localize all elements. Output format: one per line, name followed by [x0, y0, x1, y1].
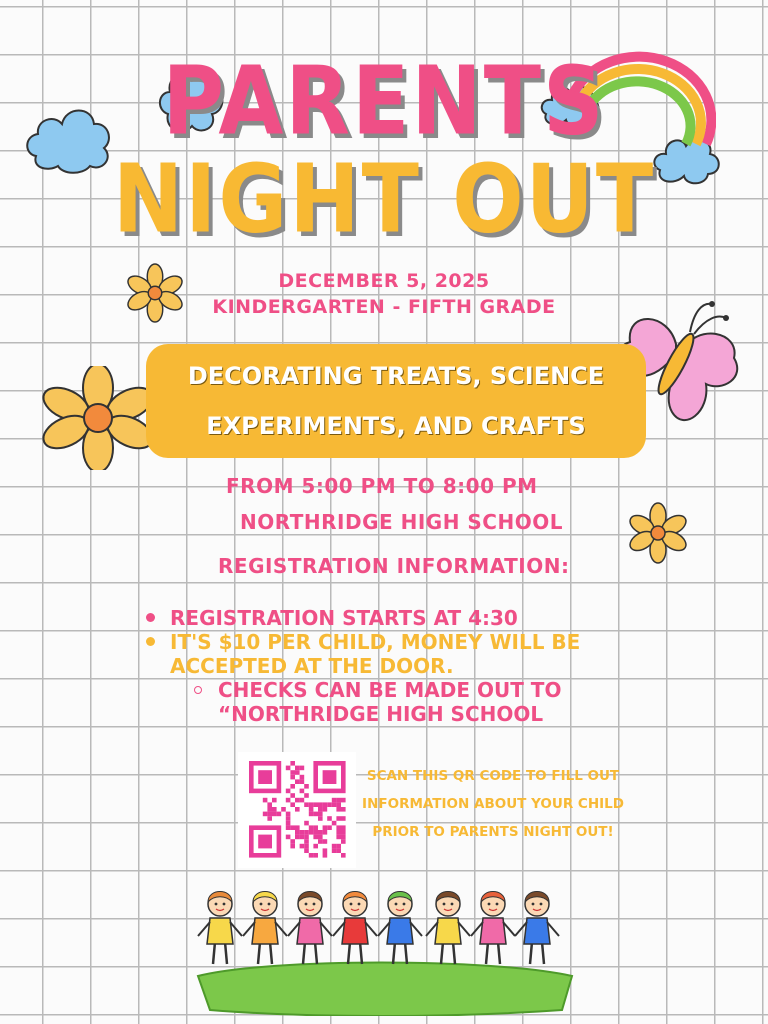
flower-icon	[40, 366, 156, 470]
child-figure	[288, 892, 332, 965]
child-figure	[426, 892, 470, 965]
child-figure	[333, 892, 377, 965]
child-figure	[198, 892, 242, 965]
registration-heading: REGISTRATION INFORMATION:	[218, 554, 570, 578]
qr-instructions-line-2: INFORMATION ABOUT YOUR CHILD	[362, 796, 624, 812]
event-date: DECEMBER 5, 2025	[278, 270, 490, 292]
qr-instructions	[358, 762, 628, 846]
qr-code[interactable]	[238, 752, 356, 868]
list-item	[146, 606, 616, 630]
registration-list	[146, 606, 616, 726]
bullet-dot	[146, 613, 155, 622]
activities-line-1: DECORATING TREATS, SCIENCE	[187, 362, 605, 390]
child-figure	[378, 892, 422, 965]
sub-list-line-2: “NORTHRIDGE HIGH SCHOOL	[218, 702, 544, 726]
event-location: NORTHRIDGE HIGH SCHOOL	[240, 510, 563, 534]
title-line-2: NIGHT OUT	[112, 144, 656, 254]
list-item-text: REGISTRATION STARTS AT 4:30	[170, 606, 518, 630]
activities-line-2: EXPERIMENTS, AND CRAFTS	[206, 412, 586, 440]
qr-code-graphic	[238, 752, 356, 868]
sub-list-line-1: CHECKS CAN BE MADE OUT TO	[218, 678, 562, 702]
activities-banner	[146, 344, 646, 458]
list-item	[146, 630, 616, 678]
title-line-1: PARENTS	[162, 46, 606, 156]
child-figure	[471, 892, 515, 965]
qr-instructions-line-3: PRIOR TO PARENTS NIGHT OUT!	[372, 824, 614, 840]
list-item-text: IT'S $10 PER CHILD, MONEY WILL BE ACCEPTED AT THE DOOR.	[170, 630, 581, 678]
bullet-ring	[194, 686, 202, 694]
children-holding-hands	[190, 880, 580, 1016]
grade-range: KINDERGARTEN - FIFTH GRADE	[212, 296, 556, 318]
child-figure	[243, 892, 287, 965]
event-time: FROM 5:00 PM TO 8:00 PM	[226, 474, 538, 498]
sub-list-item	[146, 678, 616, 726]
flower-icon	[628, 500, 688, 566]
bullet-dot	[146, 637, 155, 646]
qr-instructions-line-1: SCAN THIS QR CODE TO FILL OUT	[366, 768, 620, 784]
child-figure	[515, 892, 559, 965]
